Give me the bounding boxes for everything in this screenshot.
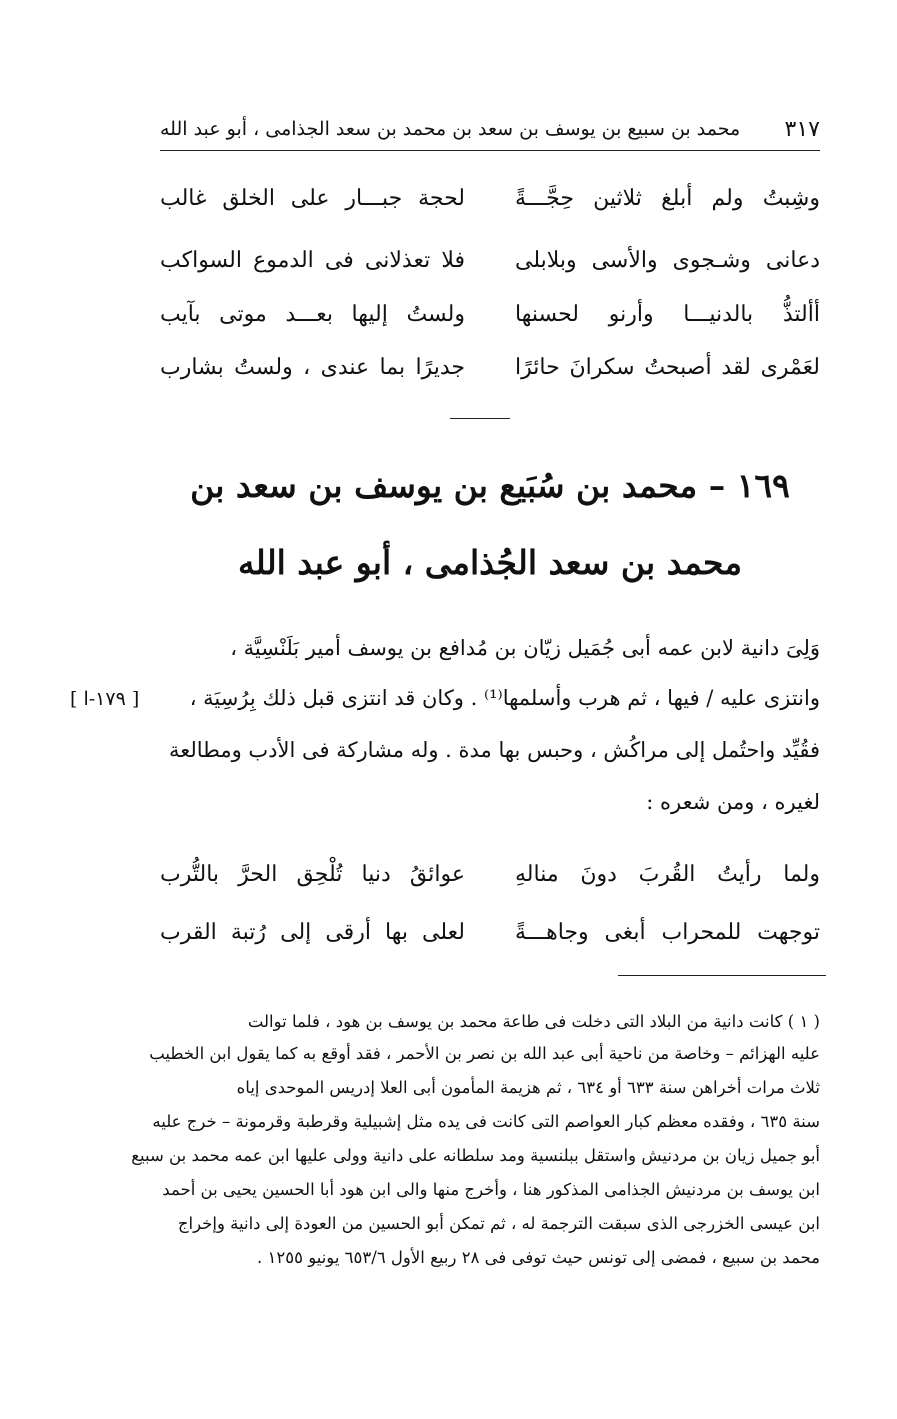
body-line: لغيره ، ومن شعره :: [646, 790, 820, 814]
running-header: [160, 110, 820, 148]
footnote-line: ( ١ ) كانت دانية من البلاد التى دخلت فى طاعة محمد بن يوسف بن هود ، فلما توالت: [247, 1012, 820, 1031]
entry-title-line-2: محمد بن سعد الجُذامى ، أبو عبد الله: [237, 543, 743, 582]
body-line: وَلِىَ دانية لابن عمه أبى جُمَيل زيّان بن مُدافع بن يوسف أمير بَلَنْسِيَّة ،: [230, 636, 820, 660]
verse-first-hemistich: ولما رأيتُ القُربَ دونَ منالهِ: [515, 861, 820, 887]
verse-line: [160, 238, 820, 282]
verse-first-hemistich: أألتذُّ بالدنيـــا وأرنو لحسنها: [515, 301, 820, 327]
verse-line: [160, 176, 820, 220]
verse-first-hemistich: لعَمْرى لقد أصبحتُ سكرانَ حائرًا: [515, 354, 820, 380]
verse-second-hemistich: عوائقُ دنيا تُلْحِق الحرَّ بالتُّرب: [160, 861, 465, 887]
body-line: فقُيِّد واحتُمل إلى مراكُش ، وحبس بها مدة . وله مشاركة فى الأدب ومطالعة: [168, 738, 820, 762]
footnote-rule: [618, 975, 826, 976]
footnote-line: ثلاث مرات أخراهن سنة ٦٣٣ أو ٦٣٤ ، ثم هزيمة المأمون أبى العلا إدريس الموحدى إياه: [236, 1078, 820, 1097]
body-line: وانتزى عليه / فيها ، ثم هرب وأسلمها⁽¹⁾ . وكان قد انتزى قبل ذلك بِرُسِيَة ،: [189, 686, 820, 710]
verse-second-hemistich: لحجة جبـــار على الخلق غالب: [160, 185, 465, 211]
section-divider: [450, 418, 510, 419]
footnote-line: أبو جميل زيان بن مردنيش واستقل ببلنسية ومد سلطانه على دانية وولى عليها ابن عمه محمد بن سبيع: [131, 1146, 820, 1165]
verse-line: [160, 910, 820, 954]
entry-title-line-1: ١٦٩ – محمد بن سُبَيع بن يوسف بن سعد بن: [190, 466, 790, 505]
verse-first-hemistich: توجهت للمحراب أبغى وجاهـــةً: [515, 919, 820, 945]
verse-second-hemistich: ولستُ إليها بعـــد موتى بآيب: [160, 301, 465, 327]
verse-first-hemistich: دعانى وشـجوى والأسى وبلابلى: [515, 247, 820, 273]
footnote-line: عليه الهزائم – وخاصة من ناحية أبى عبد الله بن نصر بن الأحمر ، فقد أوقع به كما يقول ابن الخطيب: [149, 1044, 820, 1063]
header-running-title: محمد بن سبيع بن يوسف بن سعد بن محمد بن سعد الجذامى ، أبو عبد الله: [160, 118, 741, 140]
footnote-line: سنة ٦٣٥ ، وفقده معظم كبار العواصم التى كانت فى يده مثل إشبيلية وقرطبة وقرمونة – خرج عليه: [152, 1112, 820, 1131]
header-rule: [160, 150, 820, 151]
footnote-line: ابن عيسى الخزرجى الذى سبقت الترجمة له ، ثم تمكن أبو الحسين من العودة إلى دانية وإخراج: [177, 1214, 820, 1233]
verse-line: [160, 292, 820, 336]
footnote-line: محمد بن سبيع ، فمضى إلى تونس حيث توفى فى ٢٨ ربيع الأول ٦٥٣/٦ يونيو ١٢٥٥ .: [257, 1248, 820, 1267]
verse-second-hemistich: لعلى بها أرقى إلى رُتبة القرب: [160, 919, 465, 945]
verse-first-hemistich: وشِبتُ ولم أبلغ ثلاثين حِجَّـــةً: [515, 185, 820, 211]
verse-line: [160, 345, 820, 389]
verse-line: [160, 852, 820, 896]
verse-second-hemistich: فلا تعذلانى فى الدموع السواكب: [160, 247, 465, 273]
manuscript-folio-reference: [ ١٧٩-ا ]: [70, 688, 140, 710]
footnote-line: ابن يوسف بن مردنيش الجذامى المذكور هنا ، وأخرج منها والى ابن هود أبا الحسين يحيى بن أحمد: [162, 1180, 820, 1199]
page-number: ٣١٧: [784, 116, 820, 142]
verse-second-hemistich: جديرًا بما عندى ، ولستُ بشارب: [160, 354, 465, 380]
